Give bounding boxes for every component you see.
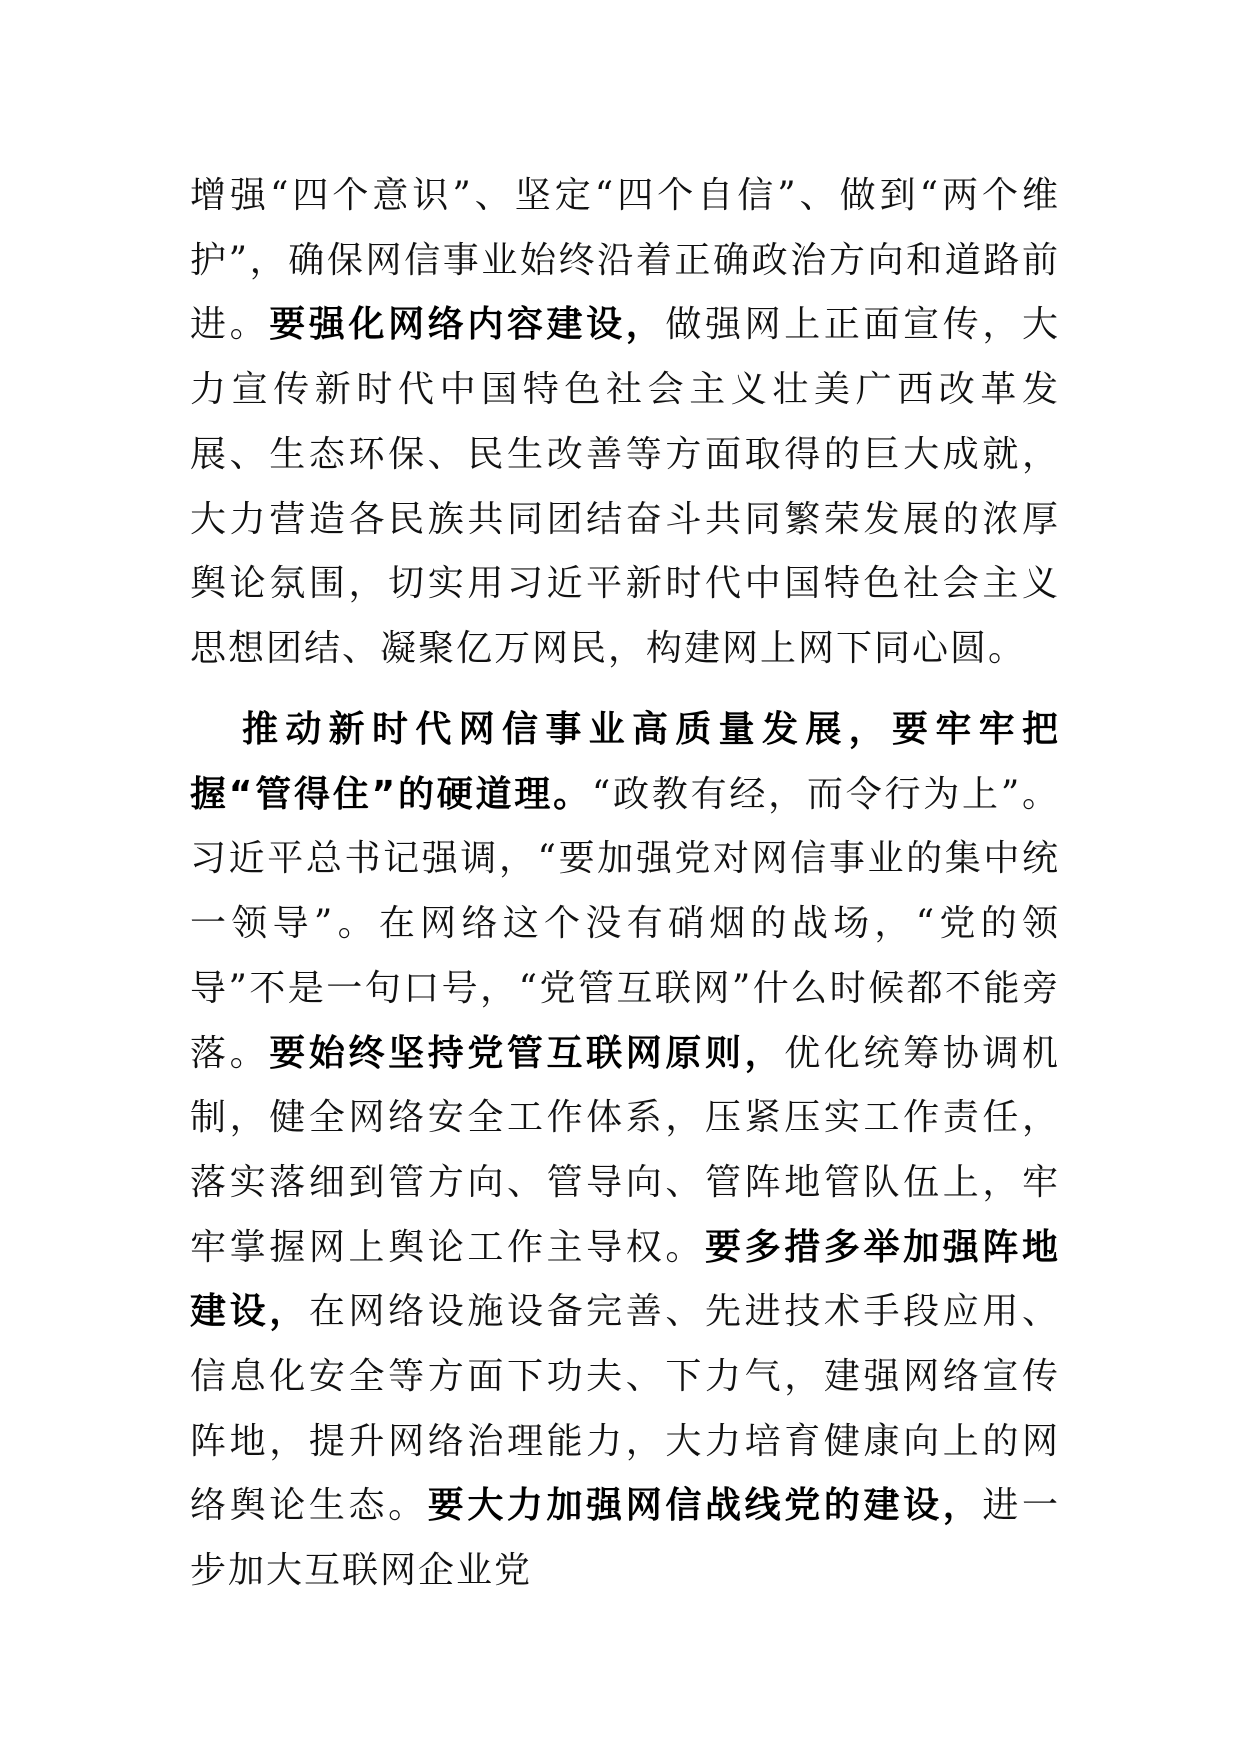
paragraph-2-bold-run-7: 要大力加强网信战线党的建设， (427, 1485, 983, 1527)
paragraph-2-bold-run-3: 要始终坚持党管互联网原则， (269, 1032, 785, 1074)
paragraph-2 (190, 698, 1060, 1604)
paragraph-1-run-1: 增强“四个意识”、坚定“四个自信”、做到“两个维护”，确保网信事业始终沿着正确政治方向和道路前进。 (190, 175, 1060, 346)
paragraph-2-run-8: 进一步加大互联网企业党 (190, 1485, 1060, 1592)
paragraph-2-run-6: 在网络设施设备完善、先进技术手段应用、信息化安全等方面下功夫、下力气，建强网络宣传阵地，提升网络治理能力，大力培育健康向上的网络舆论生态。 (190, 1291, 1060, 1527)
paragraph-2-run-2: “政教有经，而令行为上”。习近平总书记强调，“要加强党对网信事业的集中统一领导”。在网络这个没有硝烟的战场，“党的领导”不是一句口号，“党管互联网”什么时候都不能旁落。 (190, 773, 1061, 1074)
paragraph-1-bold-run-2: 要强化网络内容建设， (269, 304, 666, 346)
paragraph-1-run-3: 做强网上正面宣传，大力宣传新时代中国特色社会主义壮美广西改革发展、生态环保、民生改善等方面取得的巨大成就，大力营造各民族共同团结奋斗共同繁荣发展的浓厚舆论氛围，切实用习近平新时代中国特色社会主义思想团结、凝聚亿万网民，构建网上网下同心圆。 (190, 304, 1060, 669)
paragraph-2-bold-run-1: 推动新时代网信事业高质量发展，要牢牢把握“管得住”的硬道理。 (190, 709, 1060, 815)
paragraph-1 (190, 164, 1060, 682)
paragraph-2-run-4: 优化统筹协调机制，健全网络安全工作体系，压紧压实工作责任，落实落细到管方向、管导向、管阵地管队伍上，牢牢掌握网上舆论工作主导权。 (190, 1032, 1060, 1268)
paragraph-2-bold-run-5: 要多措多举加强阵地建设， (190, 1226, 1060, 1333)
